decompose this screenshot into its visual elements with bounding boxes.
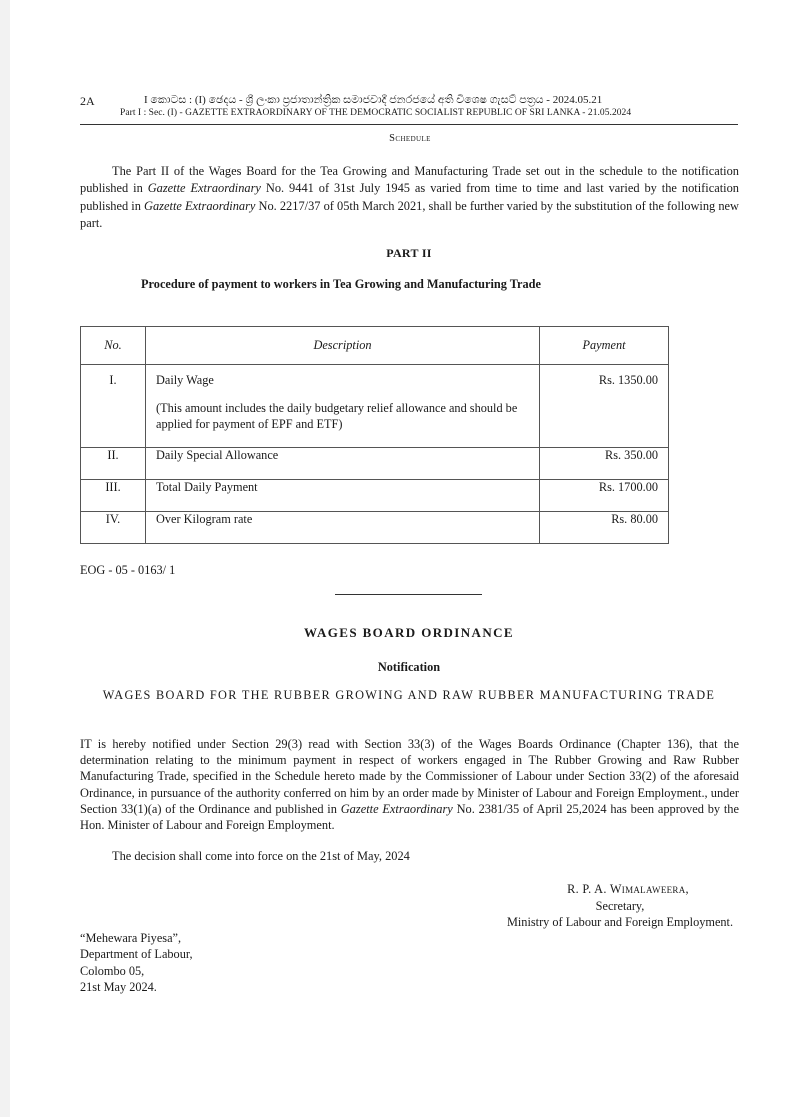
row-number: II. xyxy=(81,448,146,480)
row-number: IV. xyxy=(81,512,146,544)
row-description: Total Daily Payment xyxy=(146,480,540,512)
row-description-note: (This amount includes the daily budgetary relief allowance and should be applied for payment of EPF and ETF) xyxy=(156,401,518,431)
address-date: 21st May 2024. xyxy=(80,980,157,995)
board-title: WAGES BOARD FOR THE RUBBER GROWING AND RAW RUBBER MANUFACTURING TRADE xyxy=(102,688,716,702)
header-english-line: Part I : Sec. (I) - GAZETTE EXTRAORDINARY OF THE DEMOCRATIC SOCIALIST REPUBLIC OF SRI LANKA - 21.05.2024 xyxy=(120,108,632,118)
table-row xyxy=(81,480,669,512)
row-payment: Rs. 1350.00 xyxy=(540,365,669,448)
ordinance-title: WAGES BOARD ORDINANCE xyxy=(304,625,514,640)
intro-paragraph: The Part II of the Wages Board for the Tea Growing and Manufacturing Trade set out in the schedule to the notification published in Gazette Extraordinary No. 9441 of 31st July 1945 as varied from time to time and last varied by the notification published in Gazette Extraordinary No. 2217/37 of 05th March 2021, shall be further varied by the substitution of the following new part. xyxy=(80,164,739,231)
column-header-no: No. xyxy=(81,327,146,365)
row-description: Over Kilogram rate xyxy=(146,512,540,544)
section-divider xyxy=(335,594,482,595)
row-payment: Rs. 80.00 xyxy=(540,512,669,544)
procedure-heading: Procedure of payment to workers in Tea Growing and Manufacturing Trade xyxy=(141,277,541,291)
reference-number: EOG - 05 - 0163/ 1 xyxy=(80,563,176,577)
decision-paragraph: The decision shall come into force on the 21st of May, 2024 xyxy=(112,849,410,863)
header-divider xyxy=(80,124,738,125)
signatory-title: Secretary, xyxy=(595,898,645,913)
row-description: Daily Special Allowance xyxy=(146,448,540,480)
address-line: “Mehewara Piyesa”, xyxy=(80,931,182,945)
address-line: Department of Labour, xyxy=(80,947,193,962)
row-number: III. xyxy=(81,480,146,512)
row-description: Daily Wage xyxy=(156,373,214,387)
table-row xyxy=(81,512,669,544)
part-heading: PART II xyxy=(386,246,432,260)
row-description-cell xyxy=(146,365,540,448)
page-number: 2A xyxy=(80,94,95,108)
column-header-description: Description xyxy=(146,327,540,365)
notice-paragraph: IT is hereby notified under Section 29(3) read with Section 33(3) of the Wages Boards Ordinance (Chapter 136), that the determination relating to the minimum payment in respect of workers engaged in The Rubber Growing and Raw Rubber Manufacturing Trade, specified in the Schedule hereto made by the Commissioner of Labour under Section 33(2) of the aforesaid Ordinance, in pursuance of the authority conferred on him by an order made by Minister of Labour and Foreign Employment., under Section 33(1)(a) of the Ordinance and published in Gazette Extraordinary No. 2381/35 of April 25,2024 has been approved by the Hon. Minister of Labour and Foreign Employment. xyxy=(80,737,739,833)
notification-title: Notification xyxy=(377,660,441,674)
header-sinhala-line: I කොටස : (I) ඡෙදය - ශ්‍රී ලංකා ප්‍රජාතාන්ත්‍රික සමාජවාදී ජනරජයේ අති විශෙෂ ගැසට් පත්‍රය - 2024.05.21 xyxy=(144,94,603,106)
table-header-row xyxy=(81,327,669,365)
gazette-page xyxy=(10,0,800,1117)
signatory-ministry: Ministry of Labour and Foreign Employment. xyxy=(506,915,734,929)
signature-block xyxy=(470,881,770,931)
schedule-heading: Schedule xyxy=(389,133,431,144)
address-block xyxy=(80,930,193,996)
row-payment: Rs. 1700.00 xyxy=(540,480,669,512)
row-payment: Rs. 350.00 xyxy=(540,448,669,480)
row-number: I. xyxy=(81,365,146,448)
table-row xyxy=(81,448,669,480)
address-line: Colombo 05, xyxy=(80,963,145,978)
column-header-payment: Payment xyxy=(540,327,669,365)
payment-table xyxy=(80,326,669,544)
signatory-name: R. P. A. Wimalaweera, xyxy=(567,882,689,896)
table-row xyxy=(81,365,669,448)
